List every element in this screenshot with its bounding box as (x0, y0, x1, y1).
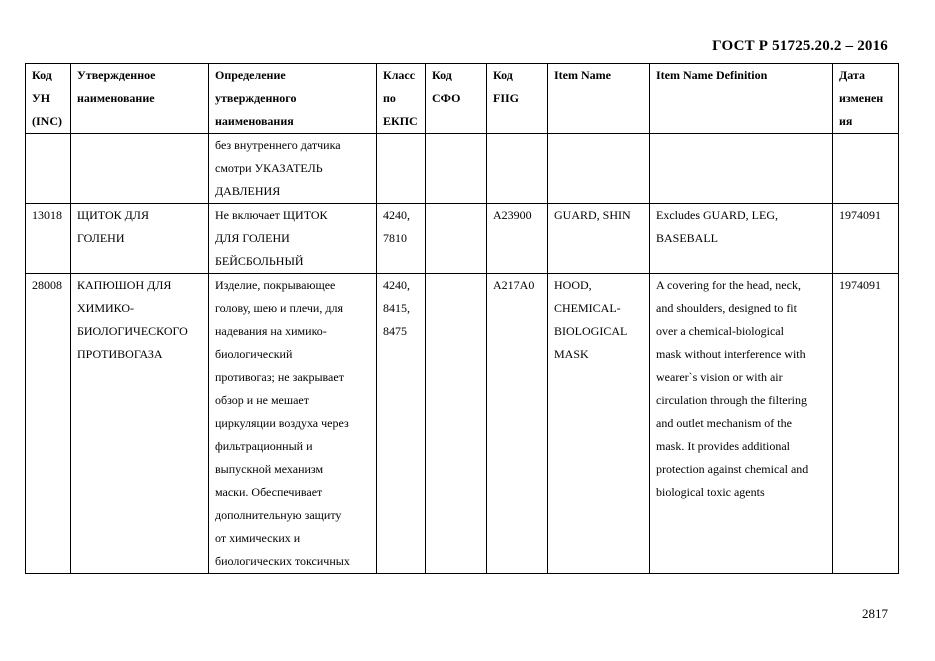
cell-text-line: ЕКПС (383, 114, 418, 128)
cell-text-line: УН (32, 91, 51, 105)
cell-text-line: Не включает ЩИТОК (215, 208, 328, 222)
cell-text-line: наименования (215, 114, 294, 128)
cell-inc (26, 274, 71, 574)
header-fiig-code (487, 64, 548, 134)
cell-text-line: Определение (215, 68, 286, 82)
cell-inc (26, 204, 71, 274)
cell-text-line: БИОЛОГИЧЕСКОГО (77, 324, 188, 338)
page-number: 2817 (862, 606, 888, 621)
header-change-date (833, 64, 899, 134)
cell-text-line: циркуляции воздуха через (215, 416, 349, 430)
cell-text-line: 4240, (383, 208, 410, 222)
cell-text-line: 1974091 (839, 208, 881, 222)
cell-sfo-code (426, 134, 487, 204)
cell-ekps-class (377, 274, 426, 574)
cell-text-line: 7810 (383, 231, 407, 245)
cell-text-line: КАПЮШОН ДЛЯ (77, 278, 172, 292)
cell-text-line: mask without interference with (656, 347, 806, 361)
cell-change-date (833, 204, 899, 274)
cell-text-line: Класс (383, 68, 416, 82)
cell-text-line: Код (32, 68, 52, 82)
cell-inc (26, 134, 71, 204)
cell-fiig-code (487, 204, 548, 274)
cell-text-line: A23900 (493, 208, 532, 222)
cell-text-line: protection against chemical and (656, 462, 809, 476)
cell-text-line: A covering for the head, neck, (656, 278, 801, 292)
cell-text-line: MASK (554, 347, 589, 361)
cell-text-line: наименование (77, 91, 155, 105)
cell-definition (209, 274, 377, 574)
cell-text-line: circulation through the filtering (656, 393, 807, 407)
cell-text-line: Item Name Definition (656, 68, 768, 82)
cell-definition (209, 134, 377, 204)
cell-text-line: BIOLOGICAL (554, 324, 628, 338)
cell-text-line: Дата (839, 68, 865, 82)
cell-text-line: противогаз; не закрывает (215, 370, 344, 384)
cell-text-line: Код (432, 68, 452, 82)
cell-item-name (548, 204, 650, 274)
cell-text-line: утвержденного (215, 91, 297, 105)
cell-fiig-code (487, 134, 548, 204)
cell-text-line: A217A0 (493, 278, 535, 292)
cell-text-line: голову, шею и плечи, для (215, 301, 343, 315)
cell-item-name (548, 134, 650, 204)
cell-text-line: ДЛЯ ГОЛЕНИ (215, 231, 290, 245)
cell-text-line: FIIG (493, 91, 520, 105)
cell-text-line: Item Name (554, 68, 611, 82)
cell-text-line: по (383, 91, 396, 105)
cell-text-line: mask. It provides additional (656, 439, 790, 453)
document-code-header: ГОСТ Р 51725.20.2 – 2016 (712, 38, 888, 54)
cell-sfo-code (426, 204, 487, 274)
cell-text-line: выпускной механизм (215, 462, 324, 476)
cell-text-line: обзор и не мешает (215, 393, 310, 407)
cell-text-line: СФО (432, 91, 461, 105)
cell-text-line: ДАВЛЕНИЯ (215, 184, 281, 198)
cell-change-date (833, 134, 899, 204)
table-row (26, 204, 899, 274)
cell-approved-name (71, 134, 209, 204)
cell-text-line: and outlet mechanism of the (656, 416, 792, 430)
cell-text-line: 1974091 (839, 278, 881, 292)
header-item-name (548, 64, 650, 134)
cell-definition (209, 204, 377, 274)
cell-text-line: фильтрационный и (215, 439, 313, 453)
table-row (26, 134, 899, 204)
cell-text-line: смотри УКАЗАТЕЛЬ (215, 161, 323, 175)
table-header-row (26, 64, 899, 134)
cell-text-line: надевания на химико- (215, 324, 327, 338)
cell-text-line: без внутреннего датчика (215, 138, 341, 152)
header-definition (209, 64, 377, 134)
cell-text-line: 13018 (32, 208, 62, 222)
cell-change-date (833, 274, 899, 574)
cell-text-line: HOOD, (554, 278, 592, 292)
cell-text-line: 28008 (32, 278, 62, 292)
cell-text-line: biological toxic agents (656, 485, 765, 499)
header-approved-name (71, 64, 209, 134)
cell-text-line: over a chemical-biological (656, 324, 784, 338)
cell-text-line: изменен (839, 91, 884, 105)
cell-text-line: CHEMICAL- (554, 301, 621, 315)
cell-approved-name (71, 274, 209, 574)
cell-text-line: ПРОТИВОГАЗА (77, 347, 163, 361)
cell-text-line: БЕЙСБОЛЬНЫЙ (215, 254, 304, 268)
cell-text-line: ХИМИКО- (77, 301, 135, 315)
cell-text-line: биологический (215, 347, 293, 361)
cell-ekps-class (377, 134, 426, 204)
cell-text-line: BASEBALL (656, 231, 719, 245)
cell-sfo-code (426, 274, 487, 574)
item-name-table (25, 63, 899, 574)
cell-text-line: (INC) (32, 114, 62, 128)
cell-text-line: 8475 (383, 324, 407, 338)
cell-text-line: ГОЛЕНИ (77, 231, 125, 245)
cell-item-name-definition (650, 274, 833, 574)
cell-item-name-definition (650, 134, 833, 204)
cell-text-line: and shoulders, designed to fit (656, 301, 797, 315)
cell-text-line: 8415, (383, 301, 410, 315)
cell-text-line: 4240, (383, 278, 410, 292)
cell-ekps-class (377, 204, 426, 274)
cell-item-name-definition (650, 204, 833, 274)
table-row (26, 274, 899, 574)
cell-text-line: от химических и (215, 531, 301, 545)
cell-fiig-code (487, 274, 548, 574)
cell-text-line: ия (839, 114, 853, 128)
cell-text-line: дополнительную защиту (215, 508, 342, 522)
header-item-name-definition (650, 64, 833, 134)
cell-text-line: wearer`s vision or with air (656, 370, 783, 384)
cell-text-line: маски. Обеспечивает (215, 485, 323, 499)
cell-approved-name (71, 204, 209, 274)
cell-text-line: Excludes GUARD, LEG, (656, 208, 778, 222)
header-inc (26, 64, 71, 134)
header-sfo-code (426, 64, 487, 134)
cell-text-line: GUARD, SHIN (554, 208, 631, 222)
cell-text-line: Изделие, покрывающее (215, 278, 336, 292)
cell-text-line: Код (493, 68, 513, 82)
cell-text-line: Утвержденное (77, 68, 156, 82)
cell-text-line: ЩИТОК ДЛЯ (77, 208, 149, 222)
cell-text-line: биологических токсичных (215, 554, 350, 568)
header-ekps-class (377, 64, 426, 134)
cell-item-name (548, 274, 650, 574)
